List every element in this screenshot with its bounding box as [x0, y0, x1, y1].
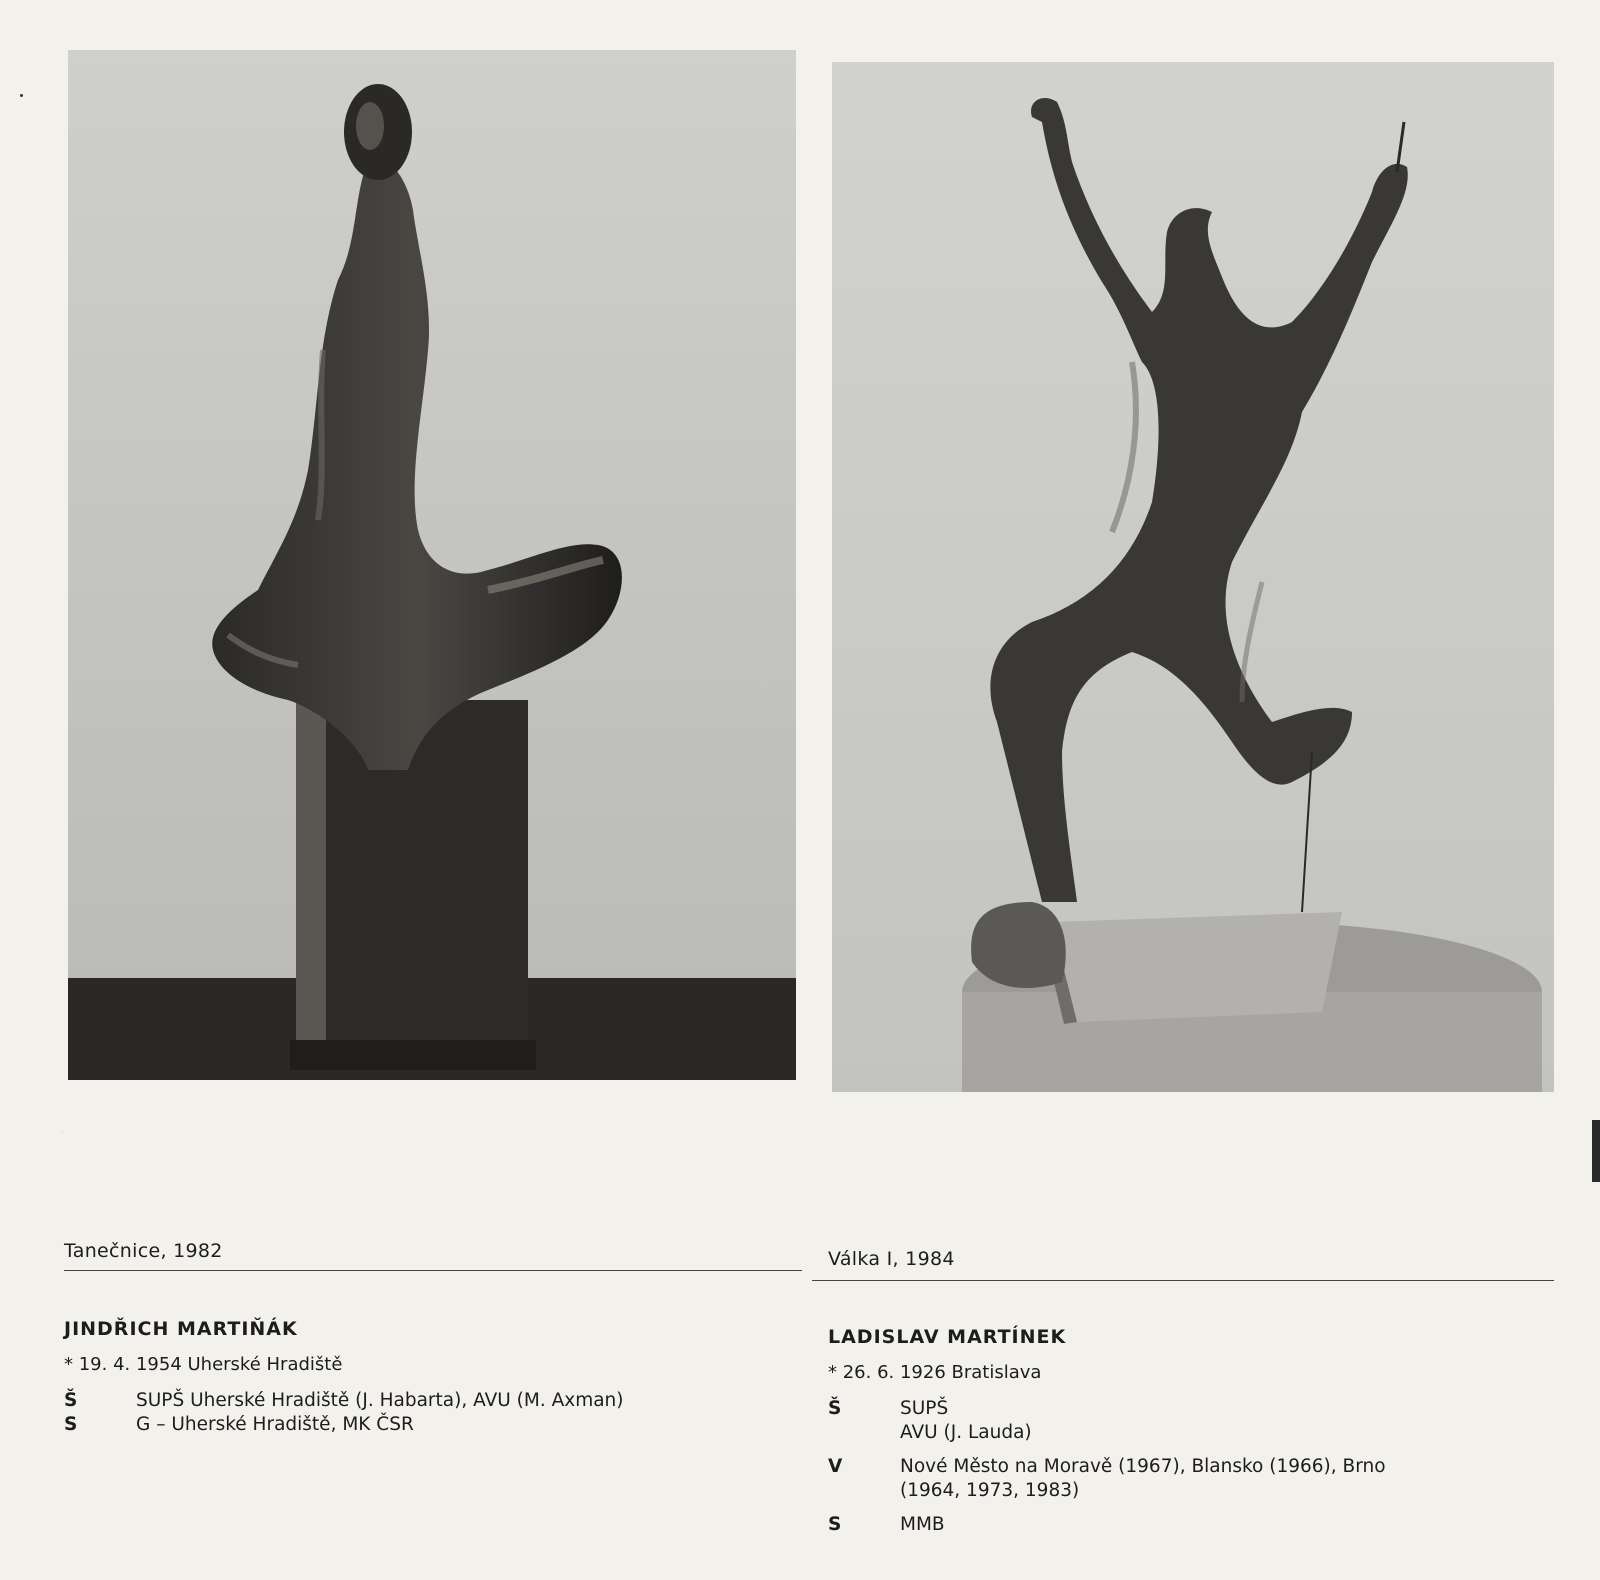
sculpture-photo-tanecnice: [68, 50, 796, 1080]
entry-row: [828, 1455, 1548, 1479]
entry-row: [828, 1479, 1548, 1503]
page-edge-tab: [1592, 1120, 1600, 1182]
caption-right: Válka I, 1984: [828, 1248, 955, 1270]
entry-key: Š: [828, 1398, 842, 1419]
entry-value: AVU (J. Lauda): [900, 1422, 1032, 1443]
entry-row: [828, 1513, 1548, 1537]
entry-value: MMB: [900, 1514, 945, 1535]
caption-left: Tanečnice, 1982: [64, 1240, 223, 1262]
entry-row: [828, 1397, 1548, 1421]
entry-key: [828, 1421, 900, 1445]
entry-value: G – Uherské Hradiště, MK ČSR: [136, 1414, 414, 1435]
sculpture-figure-illustration: [832, 62, 1554, 1092]
sculpture-photo-valka: [832, 62, 1554, 1092]
entry-row: [64, 1413, 804, 1437]
entry-key: S: [64, 1414, 78, 1435]
entry-value: SUPŠ Uherské Hradiště (J. Habarta), AVU (M. Axman): [136, 1390, 624, 1411]
entry-value: Nové Město na Moravě (1967), Blansko (1966), Brno: [900, 1456, 1386, 1477]
print-speck: [20, 94, 23, 97]
artist-name: JINDŘICH MARTIŇÁK: [64, 1318, 298, 1340]
artist-birth: * 26. 6. 1926 Bratislava: [828, 1362, 1042, 1383]
entry-key: Š: [64, 1390, 78, 1411]
divider-right: [812, 1280, 1554, 1281]
artist-entry-martinek: [828, 1326, 1548, 1537]
entry-key: V: [828, 1456, 843, 1477]
artist-birth: * 19. 4. 1954 Uherské Hradiště: [64, 1354, 343, 1375]
artist-entry-martinak: [64, 1318, 804, 1437]
artist-name: LADISLAV MARTÍNEK: [828, 1326, 1067, 1348]
entry-value: (1964, 1973, 1983): [900, 1480, 1080, 1501]
entry-key: [828, 1479, 900, 1503]
entry-key: S: [828, 1514, 842, 1535]
entry-row: [828, 1421, 1548, 1445]
entry-row: [64, 1389, 804, 1413]
sculpture-dancer-illustration: [68, 50, 796, 1080]
divider-left: [64, 1270, 802, 1271]
show-through-text: ·: [60, 1122, 66, 1141]
entry-value: SUPŠ: [900, 1398, 949, 1419]
